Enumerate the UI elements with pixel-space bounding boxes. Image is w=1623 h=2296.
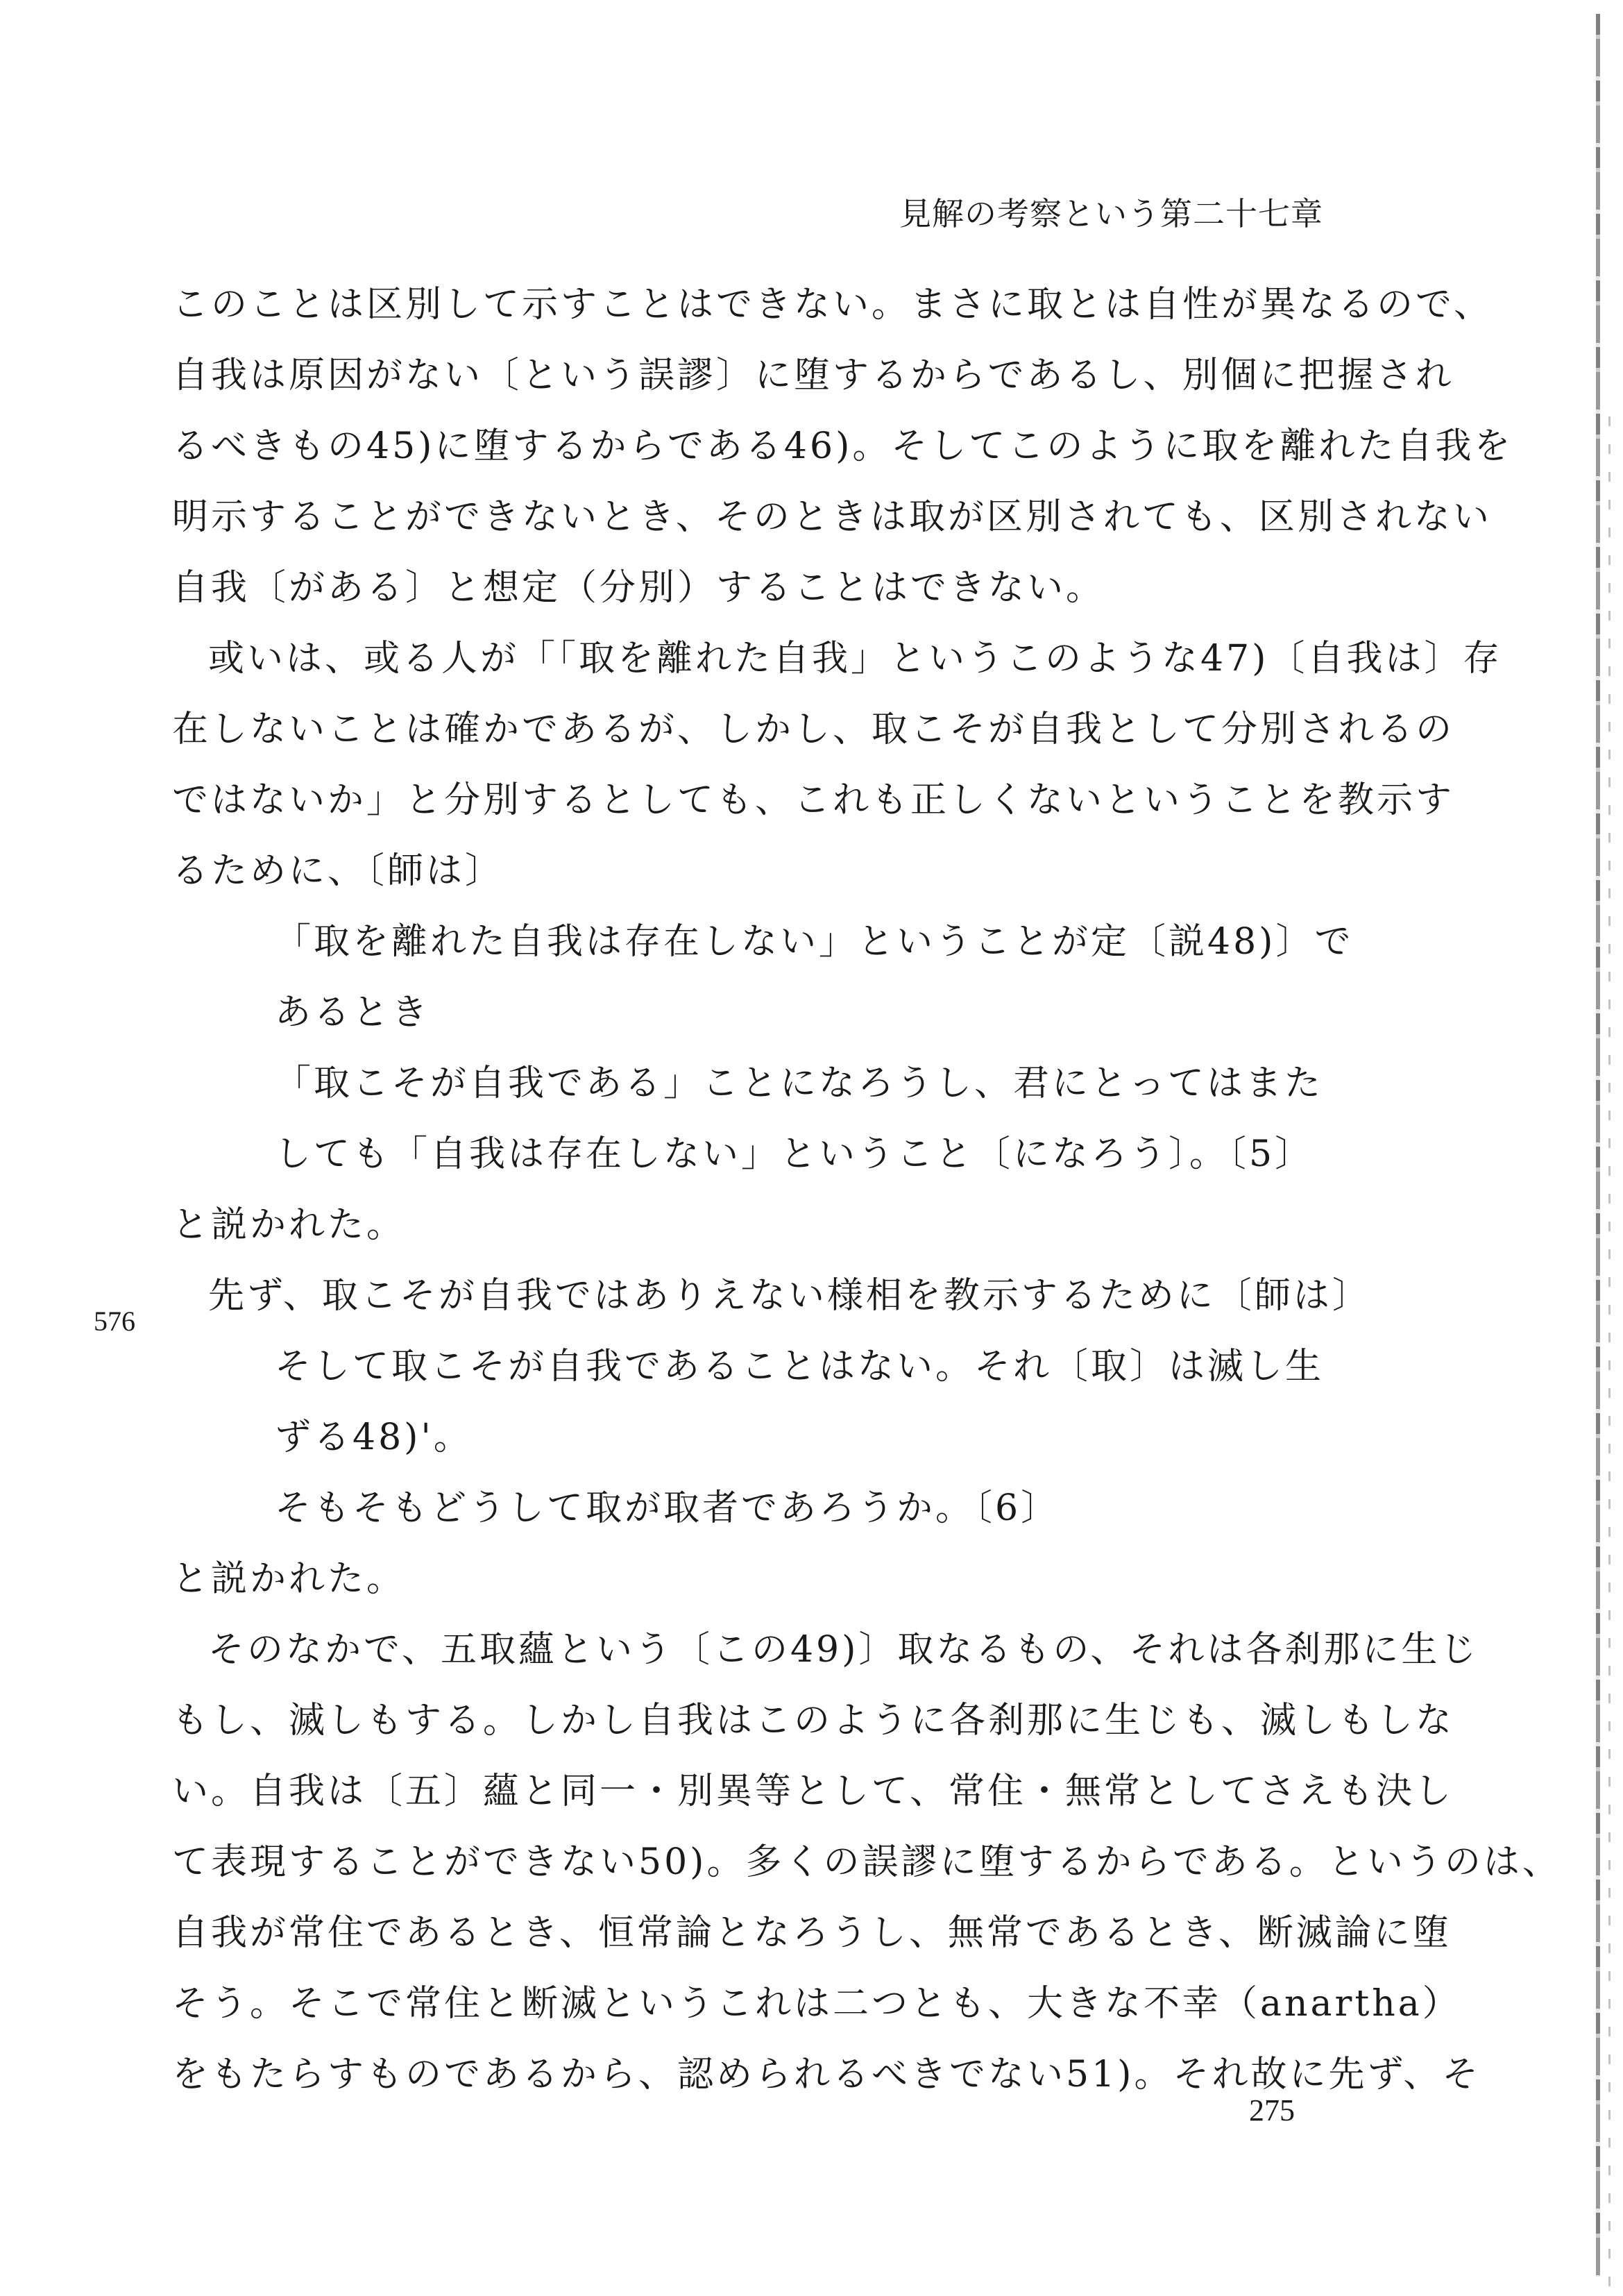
text-line: 自我〔がある〕と想定（分別）することはできない。 [172,567,1105,609]
text-line: と説かれた。 [172,1558,406,1600]
body-text [172,269,1561,2110]
text-line: るために、〔師は〕 [172,850,504,892]
text-line: このことは区別して示すことはできない。まさに取とは自性が異なるので、 [172,284,1493,326]
paragraph-start-line: そのなかで、五取蘊という〔この49)〕取なるもの、それは各刹那に生じ [208,1629,1479,1671]
verse-line: そもそもどうして取が取者であろうか。〔6〕 [275,1487,1060,1529]
text-line: 在しないことは確かであるが、しかし、取こそが自我として分別されるの [172,709,1455,750]
verse-line: そして取こそが自我であることはない。それ〔取〕は滅し生 [275,1346,1325,1387]
page-number: 275 [1249,2093,1295,2127]
text-line: い。自我は〔五〕蘊と同一・別異等として、常住・無常としてさえも決し [172,1771,1454,1812]
text-line: そう。そこで常住と断滅というこれは二つとも、大きな不幸（anartha） [172,1983,1461,2025]
text-line: 明示することができないとき、そのときは取が区別されても、区別されない [172,496,1492,538]
verse-line: 「取こそが自我である」ことになろうし、君にとってはまた [275,1063,1323,1104]
text-line: 自我は原因がない〔という誤謬〕に堕するからであるし、別個に把握され [172,355,1454,396]
paragraph-start-line: 或いは、或る人が「「取を離れた自我」というこのような47)〔自我は〕存 [208,638,1502,679]
verse-line: ずる48)'。 [275,1417,473,1458]
text-line: 自我が常住であるとき、恒常論となろうし、無常であるとき、断滅論に堕 [172,1912,1452,1954]
verse-line: しても「自我は存在しない」ということ〔になろう〕。〔5〕 [275,1133,1314,1175]
scan-edge-artifact [1596,14,1600,2277]
text-line: をもたらすものであるから、認められるべきでない51)。それ故に先ず、そ [172,2054,1481,2095]
verse-line: 「取を離れた自我は存在しない」ということが定〔説48)〕で [275,921,1354,963]
text-line: と説かれた。 [172,1204,406,1246]
text-line: て表現することができない50)。多くの誤謬に堕するからである。というのは、 [172,1841,1561,1883]
running-header: 見解の考察という第二十七章 [899,195,1323,233]
text-line: もし、滅しもする。しかし自我はこのように各刹那に生じも、滅しもしな [172,1700,1455,1741]
paragraph-start-line: 先ず、取こそが自我ではありえない様相を教示するために〔師は〕 [208,1275,1371,1317]
verse-line: あるとき [275,992,431,1033]
scan-edge-artifact-2 [1608,416,1611,2290]
text-line: ではないか」と分別するとしても、これも正しくないということを教示す [172,779,1455,821]
text-line: るべきもの45)に堕するからである46)。そしてこのように取を離れた自我を [172,425,1513,467]
margin-number: 576 [94,1306,135,1337]
